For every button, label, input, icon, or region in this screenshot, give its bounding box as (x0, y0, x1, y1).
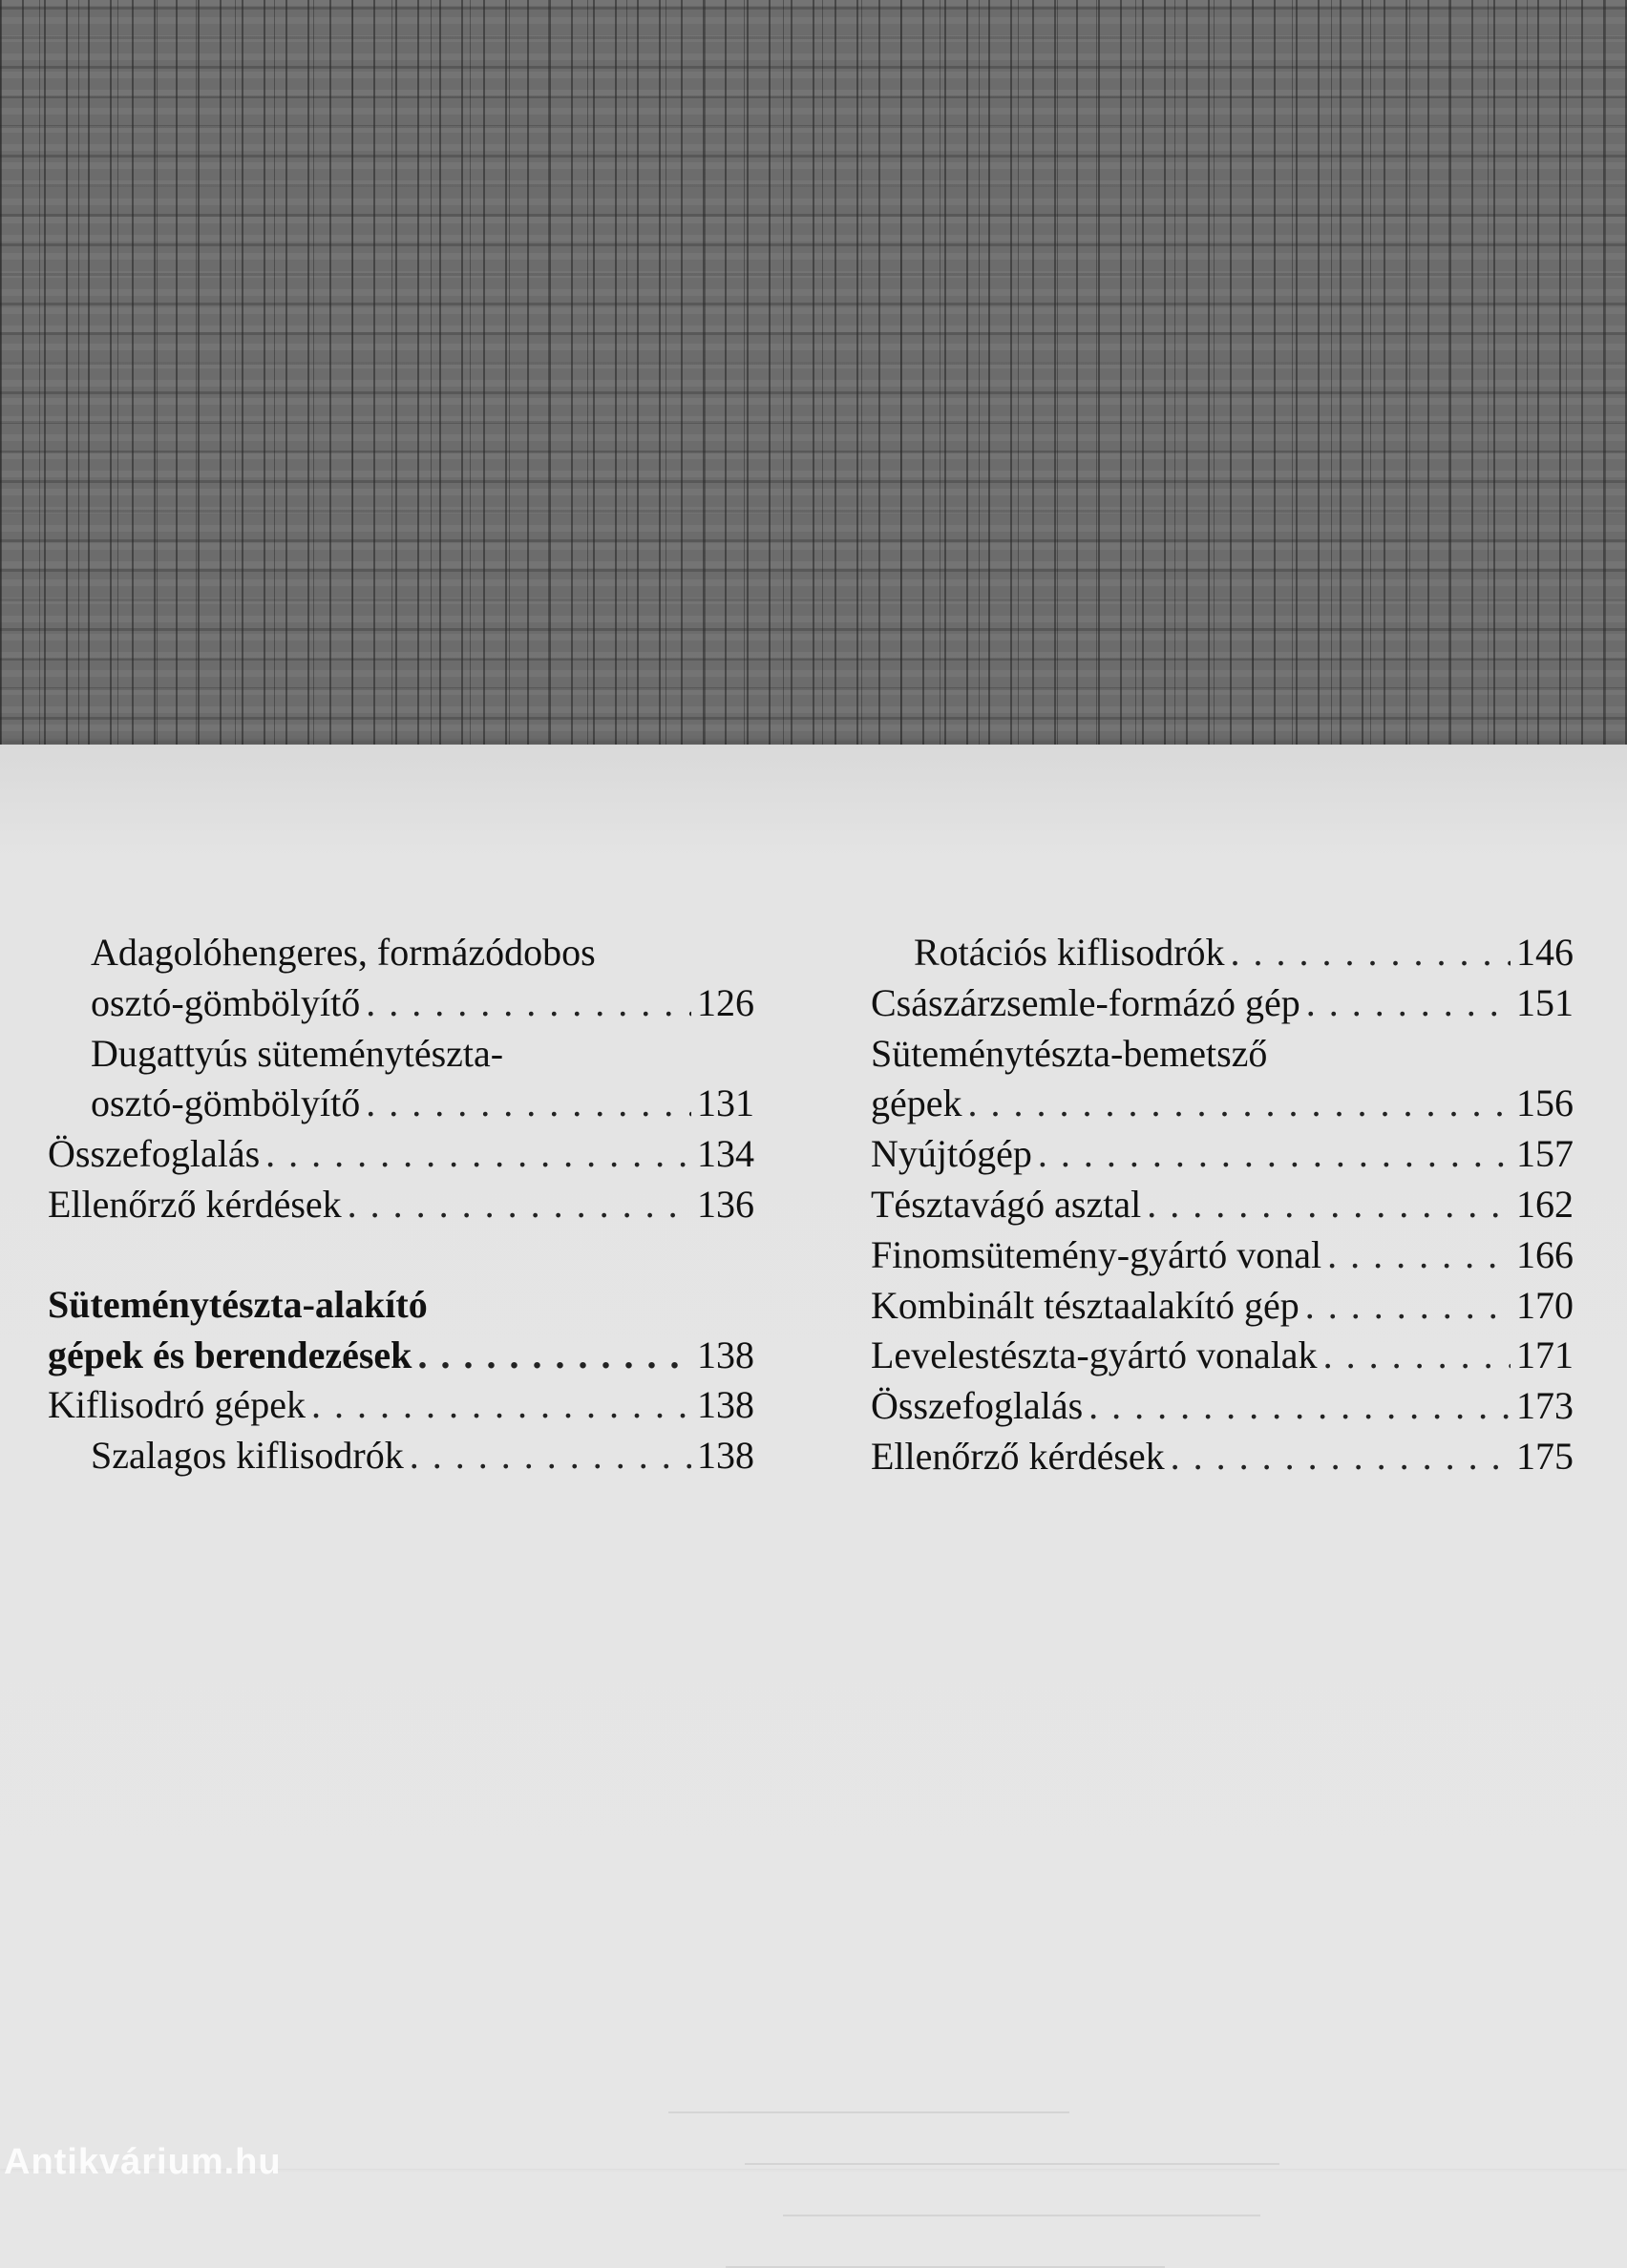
toc-entry (871, 1281, 1574, 1332)
toc-left-column (48, 928, 754, 1481)
toc-entry-title: Tésztavágó asztal (871, 1182, 1142, 1226)
toc-entry (871, 1180, 1574, 1230)
toc-entry-title: gépek és berendezések (48, 1333, 412, 1376)
toc-entry (48, 1331, 754, 1381)
toc-page-number: 136 (697, 1182, 754, 1226)
dot-leader (1147, 1180, 1511, 1230)
toc-entry-title: Adagolóhengeres, formázódobos (91, 931, 596, 974)
toc-page-number: 126 (697, 980, 754, 1024)
dot-leader (1327, 1230, 1511, 1281)
toc-right-column (871, 928, 1574, 1482)
dot-leader (265, 1129, 691, 1180)
toc-entry (48, 1380, 754, 1431)
dot-leader (1088, 1381, 1511, 1432)
toc-entry (871, 1331, 1574, 1381)
toc-entry-title: Kombinált tésztaalakító gép (871, 1283, 1299, 1327)
toc-entry-title: osztó-gömbölyítő (91, 1082, 361, 1125)
toc-page-number: 134 (697, 1132, 754, 1176)
toc-page-number: 162 (1516, 1182, 1574, 1226)
toc-page-number: 138 (697, 1383, 754, 1427)
toc-page-number: 171 (1516, 1334, 1574, 1377)
toc-page-number: 157 (1516, 1132, 1574, 1176)
toc-page-number: 173 (1516, 1384, 1574, 1428)
toc-entry (871, 1029, 1574, 1080)
dot-leader (366, 1079, 691, 1129)
toc-page-number: 156 (1516, 1082, 1574, 1125)
toc-page-number: 151 (1516, 980, 1574, 1024)
dot-leader (1171, 1432, 1511, 1482)
dot-leader (366, 978, 691, 1029)
toc-page-number: 166 (1516, 1232, 1574, 1276)
toc-page-number: 146 (1516, 931, 1574, 974)
toc-entry-title: Süteménytészta-alakító (48, 1282, 428, 1326)
toc-entry (871, 1432, 1574, 1482)
toc-entry-title: Levelestészta-gyártó vonalak (871, 1334, 1318, 1377)
toc-entry-title: Szalagos kiflisodrók (91, 1434, 404, 1478)
toc-entry-title: Ellenőrző kérdések (48, 1182, 342, 1226)
dot-leader (311, 1380, 691, 1431)
bleed-through-text (668, 2062, 1279, 2268)
toc-entry (48, 928, 754, 978)
toc-entry (48, 978, 754, 1029)
toc-page-number: 131 (697, 1082, 754, 1125)
toc-entry (871, 1079, 1574, 1129)
toc-entry-title: Dugattyús süteménytészta- (91, 1031, 504, 1075)
toc-entry-title: osztó-gömbölyítő (91, 980, 361, 1024)
toc-entry (871, 1381, 1574, 1432)
toc-entry-title: Rotációs kiflisodrók (914, 931, 1225, 974)
toc-entry-title: Ellenőrző kérdések (871, 1434, 1165, 1478)
toc-entry (871, 1129, 1574, 1180)
toc-entry (871, 1230, 1574, 1281)
dot-leader (1305, 1281, 1511, 1332)
toc-entry-title: Kiflisodró gépek (48, 1383, 306, 1427)
toc-entry (871, 978, 1574, 1029)
toc-entry-title: Finomsütemény-gyártó vonal (871, 1232, 1322, 1276)
dot-leader (1323, 1331, 1511, 1381)
toc-entry (48, 1129, 754, 1180)
toc-entry (48, 1079, 754, 1129)
dot-leader (968, 1079, 1511, 1129)
toc-entry (48, 1029, 754, 1080)
toc-entry-title: Összefoglalás (48, 1132, 261, 1176)
toc-entry (48, 1180, 754, 1230)
toc-entry-title: Nyújtógép (871, 1132, 1032, 1176)
dot-leader (410, 1431, 691, 1481)
dot-leader (1231, 928, 1511, 978)
dot-leader (1306, 978, 1511, 1029)
toc-page-number: 138 (697, 1434, 754, 1478)
wooden-table-background (0, 0, 1627, 749)
toc-entry-title: gépek (871, 1082, 962, 1125)
dot-leader (348, 1180, 691, 1230)
toc-entry-title: Süteménytészta-bemetsző (871, 1031, 1268, 1075)
toc-entry (871, 928, 1574, 978)
dot-leader (417, 1331, 691, 1381)
toc-page-number: 138 (697, 1333, 754, 1376)
toc-entry (48, 1280, 754, 1331)
toc-entry-title: Összefoglalás (871, 1384, 1084, 1428)
dot-leader (1038, 1129, 1511, 1180)
toc-page-number: 170 (1516, 1283, 1574, 1327)
watermark-text: Antikvárium.hu (4, 2142, 282, 2182)
toc-entry (48, 1431, 754, 1481)
toc-page-number: 175 (1516, 1434, 1574, 1478)
toc-entry-title: Császárzsemle-formázó gép (871, 980, 1300, 1024)
